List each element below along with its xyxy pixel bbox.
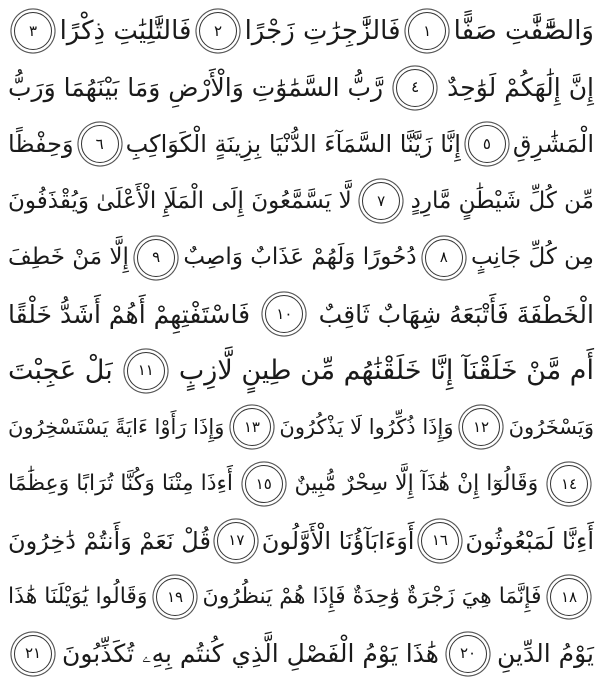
- ayah-number-marker: ١: [408, 12, 446, 50]
- ayah-number-marker: ١٩: [156, 578, 194, 616]
- ayah-number-marker: ٢٠: [449, 635, 487, 673]
- verse-text: فَاسْتَفْتِهِمْ أَهُمْ أَشَدُّ خَلْقًا: [8, 299, 251, 329]
- verse-text: دُحُورًا وَلَهُمْ عَذَابٌ وَاصِبٌ: [183, 244, 417, 271]
- verse-text: إِنَّ إِلَٰهَكُمْ لَوَٰحِدٌ: [447, 73, 594, 103]
- verse-line: [8, 512, 594, 569]
- verse-text: وَإِذَا رَأَوْا ءَايَةً يَسْتَسْخِرُونَ: [8, 414, 225, 439]
- verse-text: أَءِنَّا لَمَبْعُوثُونَ: [465, 526, 594, 555]
- verse-line: [8, 229, 594, 286]
- ayah-number-marker: ٨: [425, 239, 463, 277]
- verse-text: إِلَّا مَنْ خَطِفَ: [8, 244, 129, 271]
- verse-text: رَّبُّ السَّمَٰوَٰتِ وَالْأَرْضِ وَمَا بَيْنَهُمَا وَرَبُّ: [8, 73, 384, 103]
- verse-line: [8, 569, 594, 626]
- verse-line: [8, 173, 594, 230]
- verse-line: [8, 60, 594, 117]
- verse-text: وَقَالُوٓا إِنْ هَٰذَآ إِلَّا سِحْرٌ مُّبِينٌ: [294, 471, 539, 497]
- ayah-number-marker: ١١: [127, 352, 165, 390]
- ayah-number-marker: ١٠: [265, 295, 303, 333]
- verse-text: بَلْ عَجِبْتَ: [8, 355, 113, 387]
- ayah-number-marker: ١٧: [217, 522, 255, 560]
- verse-text: قُلْ نَعَمْ وَأَنتُمْ دَٰخِرُونَ: [8, 526, 211, 555]
- verse-text: مِّن كُلِّ شَيْطَٰنٍ مَّارِدٍ: [410, 187, 594, 214]
- verse-text: يَوْمُ الدِّينِ: [497, 639, 594, 669]
- ayah-number-marker: ٥: [468, 125, 506, 163]
- verse-text: وَالصَّٰٓفَّٰتِ صَفًّا: [453, 16, 594, 47]
- verse-line: [8, 116, 594, 173]
- verse-text: أَءِذَا مِتْنَا وَكُنَّا تُرَابًا وَعِظَٰمًا: [8, 471, 233, 497]
- verse-line: [8, 399, 594, 456]
- ayah-number-marker: ١٨: [550, 578, 588, 616]
- verse-text: مِن كُلِّ جَانِبٍ: [470, 244, 594, 271]
- ayah-number-marker: ١٢: [462, 408, 500, 446]
- verse-line: [8, 343, 594, 400]
- verse-line: [8, 286, 594, 343]
- verse-text: هَٰذَا يَوْمُ الْفَصْلِ الَّذِي كُنتُم بِهِۦ تُكَذِّبُونَ: [62, 639, 439, 669]
- ayah-number-marker: ٦: [81, 125, 119, 163]
- ayah-number-marker: ٧: [362, 182, 400, 220]
- ayah-number-marker: ١٦: [421, 522, 459, 560]
- verse-text: الْخَطْفَةَ فَأَتْبَعَهُ شِهَابٌ ثَاقِبٌ: [318, 299, 594, 329]
- verse-text: فَالزَّٰجِرَٰتِ زَجْرًا: [244, 16, 401, 47]
- verse-text: أَم مَّنْ خَلَقْنَآ إِنَّا خَلَقْنَٰهُم مِّن طِينٍ لَّازِبٍ: [178, 355, 594, 387]
- verse-line: [8, 456, 594, 513]
- ayah-number-marker: ٢١: [14, 635, 52, 673]
- verse-text: فَإِنَّمَا هِيَ زَجْرَةٌ وَٰحِدَةٌ فَإِذَا هُمْ يَنظُرُونَ: [202, 584, 542, 610]
- verse-line: [8, 3, 594, 60]
- ayah-number-marker: ٢: [199, 12, 237, 50]
- verse-text: وَإِذَا ذُكِّرُوا لَا يَذْكُرُونَ: [279, 414, 454, 439]
- ayah-number-marker: ١٤: [550, 465, 588, 503]
- verse-text: إِنَّا زَيَّنَّا السَّمَآءَ الدُّنْيَا بِزِينَةٍ الْكَوَاكِبِ: [125, 130, 461, 159]
- verse-text: وَحِفْظًا: [8, 130, 74, 159]
- ayah-number-marker: ٩: [137, 239, 175, 277]
- verse-line: [8, 626, 594, 683]
- verse-text: لَّا يَسَّمَّعُونَ إِلَى الْمَلَإِ الْأَعْلَىٰ وَيُقْذَفُونَ: [8, 187, 352, 214]
- verse-text: فَالتَّٰلِيَٰتِ ذِكْرًا: [59, 16, 192, 47]
- ayah-number-marker: ٤: [396, 69, 434, 107]
- ayah-number-marker: ١٥: [245, 465, 283, 503]
- verse-text: وَيَسْخَرُونَ: [508, 414, 594, 439]
- verse-text: وَقَالُوا يَٰوَيْلَنَا هَٰذَا: [8, 584, 148, 610]
- verse-text: أَوَءَابَآؤُنَا الْأَوَّلُونَ: [261, 526, 415, 555]
- ayah-number-marker: ١٣: [233, 408, 271, 446]
- ayah-number-marker: ٣: [14, 12, 52, 50]
- verse-text: الْمَشَٰرِقِ: [512, 130, 594, 159]
